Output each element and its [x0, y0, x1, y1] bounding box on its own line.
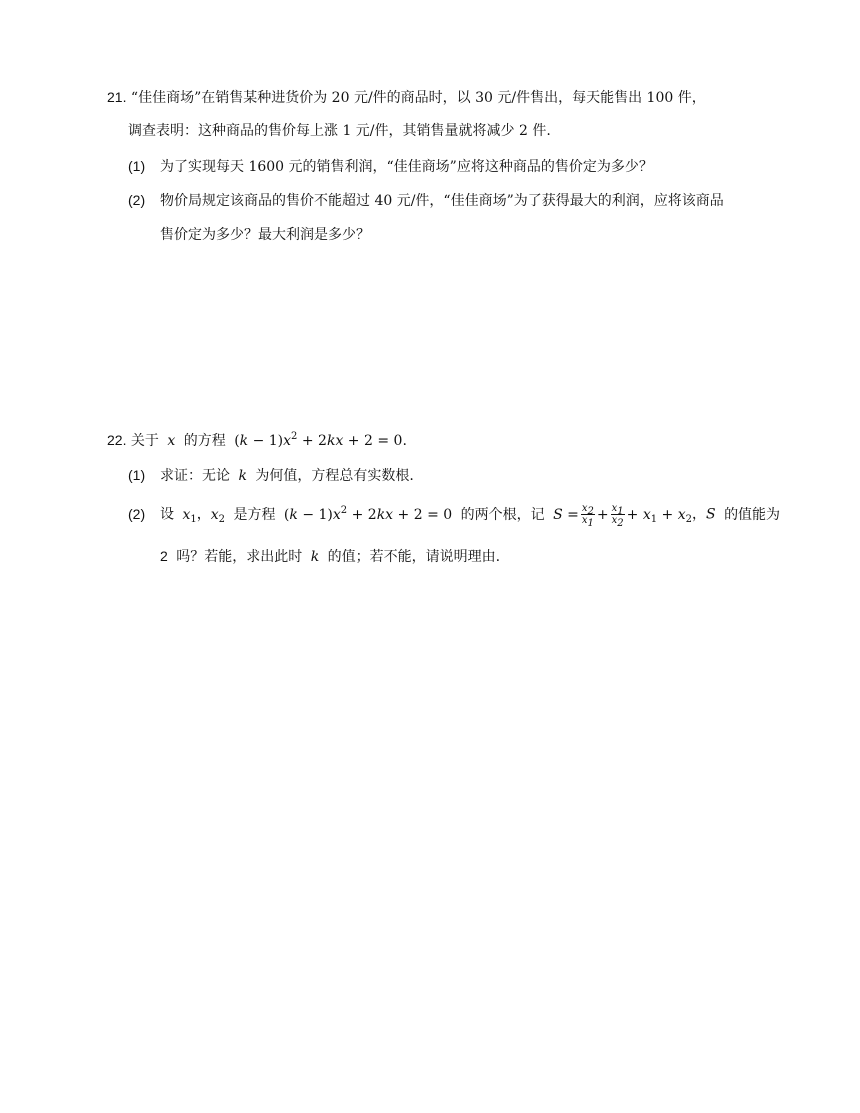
q22-part2-t3: 是方程	[233, 506, 276, 523]
q22-part2-line2-value: 2	[160, 548, 168, 564]
q21-stem-line2	[128, 121, 551, 141]
q22-part2-line1	[128, 503, 781, 529]
q22-part1-prefix: 求证：无论	[160, 468, 230, 484]
q21-part2-text-2: 售价定为多少？最大利润是多少？	[160, 227, 370, 243]
q22-part2-t6: 的值能为	[724, 506, 781, 523]
q22-stem-end: .	[402, 433, 407, 449]
q21-part2-line1	[128, 190, 724, 211]
q22-part2-label: (2)	[128, 505, 146, 522]
q22-number: 22.	[107, 432, 127, 448]
q21-part2-line2	[160, 225, 370, 245]
q22-root-x2: $x_2$	[210, 506, 226, 525]
q21-number: 21.	[107, 89, 127, 105]
q22-stem-prefix: 关于	[130, 433, 159, 449]
q22-fraction-x1-over-x2: $\frac{x_1}{x_2}$	[611, 503, 624, 529]
q22-part2-t5: ，	[692, 506, 707, 523]
q21-stem-text-2: 调查表明：这种商品的售价每上涨 1 元/件，其销售量就将减少 2 件.	[128, 123, 551, 139]
q21-part1-text: 为了实现每天 1600 元的销售利润，“佳佳商场”应将这种商品的售价定为多少？	[160, 159, 653, 175]
q22-stem-mid: 的方程	[183, 433, 226, 449]
q22-stem-variable: x	[167, 433, 176, 449]
q22-s-expression: S = $\frac{x_2}{x_1}$ + $\frac{x_1}{x_2}$ + $x_1 + x_2$	[553, 503, 693, 529]
q22-s-symbol: S	[706, 506, 716, 523]
q22-root-x1: $x_1$	[182, 506, 197, 525]
q22-part1-variable: k	[238, 468, 247, 484]
q21-part1-label: (1)	[128, 158, 146, 174]
q22-part1-suffix: 为何值，方程总有实数根.	[255, 468, 414, 484]
q22-part2-t4: 的两个根，记	[460, 506, 545, 523]
q22-part1	[128, 465, 414, 486]
q22-stem	[107, 430, 407, 451]
q22-part2-t1: 设	[160, 506, 174, 523]
q22-fraction-x2-over-x1: $\frac{x_2}{x_1}$	[581, 503, 594, 529]
q21-part2-label: (2)	[128, 192, 146, 208]
q22-part2-line2-c: 的值；若不能，请说明理由.	[327, 549, 501, 565]
q22-part2-t2: ，	[196, 506, 211, 523]
q22-part2-equation: $(k - 1)x^2 + 2kx + 2 = 0$	[283, 504, 453, 523]
q21-part2-text-1: 物价局规定该商品的售价不能超过 40 元/件，“佳佳商场”为了获得最大的利润，应将该商品	[160, 193, 724, 209]
q22-part2-line2-variable: k	[310, 549, 320, 565]
q21-part1	[128, 156, 653, 177]
q21-stem-line1	[107, 87, 706, 108]
q22-equation: $(k - 1)x^2 + 2kx + 2 = 0$	[234, 431, 403, 449]
q21-stem-text-1: “佳佳商场”在销售某种进货价为 20 元/件的商品时，以 30 元/件售出，每天能售出 100 件，	[130, 90, 706, 106]
q22-part1-label: (1)	[128, 467, 146, 483]
q22-part2-line2-b: 吗？若能，求出此时	[176, 549, 303, 565]
q22-part2-line2	[160, 546, 500, 567]
